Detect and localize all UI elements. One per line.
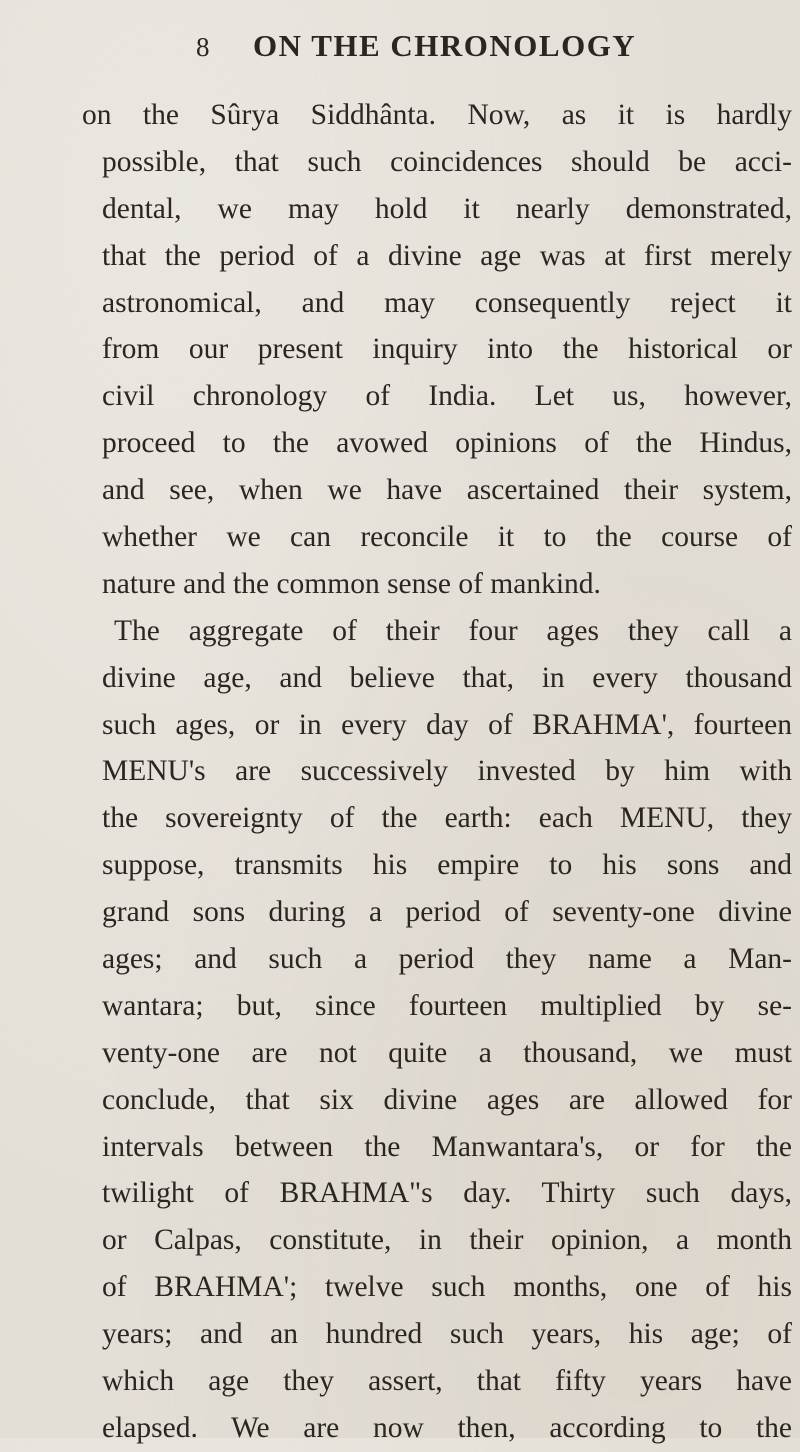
text-line: which age they assert, that fifty years have <box>102 1365 792 1398</box>
text-line: intervals between the Manwantara's, or for the <box>102 1130 792 1163</box>
text-line: or Calpas, constitute, in their opinion, a month <box>102 1224 792 1257</box>
running-head-title: ON THE CHRONOLOGY <box>253 28 637 63</box>
text-line: divine age, and believe that, in every thousand <box>102 661 792 694</box>
text-line: on the Sûrya Siddhânta. Now, as it is hardly <box>82 99 792 131</box>
text-line: civil chronology of India. Let us, however, <box>102 380 792 413</box>
text-line: conclude, that six divine ages are allowed for <box>102 1083 792 1116</box>
text-line: whether we can reconcile it to the course of <box>102 521 792 554</box>
text-line: suppose, transmits his empire to his sons and <box>102 849 792 882</box>
text-line: that the period of a divine age was at first merely <box>102 239 792 272</box>
text-line: years; and an hundred such years, his age; of <box>102 1318 792 1351</box>
text-line: nature and the common sense of mankind. <box>102 567 601 600</box>
text-line: grand sons during a period of seventy-one divine <box>102 896 792 929</box>
text-line: ages; and such a period they name a Man- <box>102 943 792 976</box>
text-line: venty-one are not quite a thousand, we must <box>102 1036 792 1069</box>
text-line: and see, when we have ascertained their system, <box>102 474 792 507</box>
text-line: from our present inquiry into the historical or <box>102 333 792 366</box>
text-line: proceed to the avowed opinions of the Hindus, <box>102 427 792 460</box>
text-line: of BRAHMA'; twelve such months, one of his <box>102 1271 792 1304</box>
text-line: twilight of BRAHMA"s day. Thirty such days, <box>102 1177 792 1210</box>
text-line: the sovereignty of the earth: each MENU, they <box>102 802 792 835</box>
text-line: elapsed. We are now then, according to the <box>102 1411 792 1444</box>
text-line: MENU's are successively invested by him with <box>102 755 792 788</box>
body-text <box>52 92 792 1452</box>
text-line: The aggregate of their four ages they call a <box>114 614 792 647</box>
text-line: possible, that such coincidences should be acci- <box>102 145 792 178</box>
running-head <box>0 28 800 78</box>
text-line: astronomical, and may consequently reject it <box>102 286 792 319</box>
text-line: dental, we may hold it nearly demonstrated, <box>102 192 792 225</box>
text-line: wantara; but, since fourteen multiplied by se- <box>102 989 792 1022</box>
page-number: 8 <box>196 32 210 62</box>
text-line: such ages, or in every day of BRAHMA', fourteen <box>102 708 792 741</box>
